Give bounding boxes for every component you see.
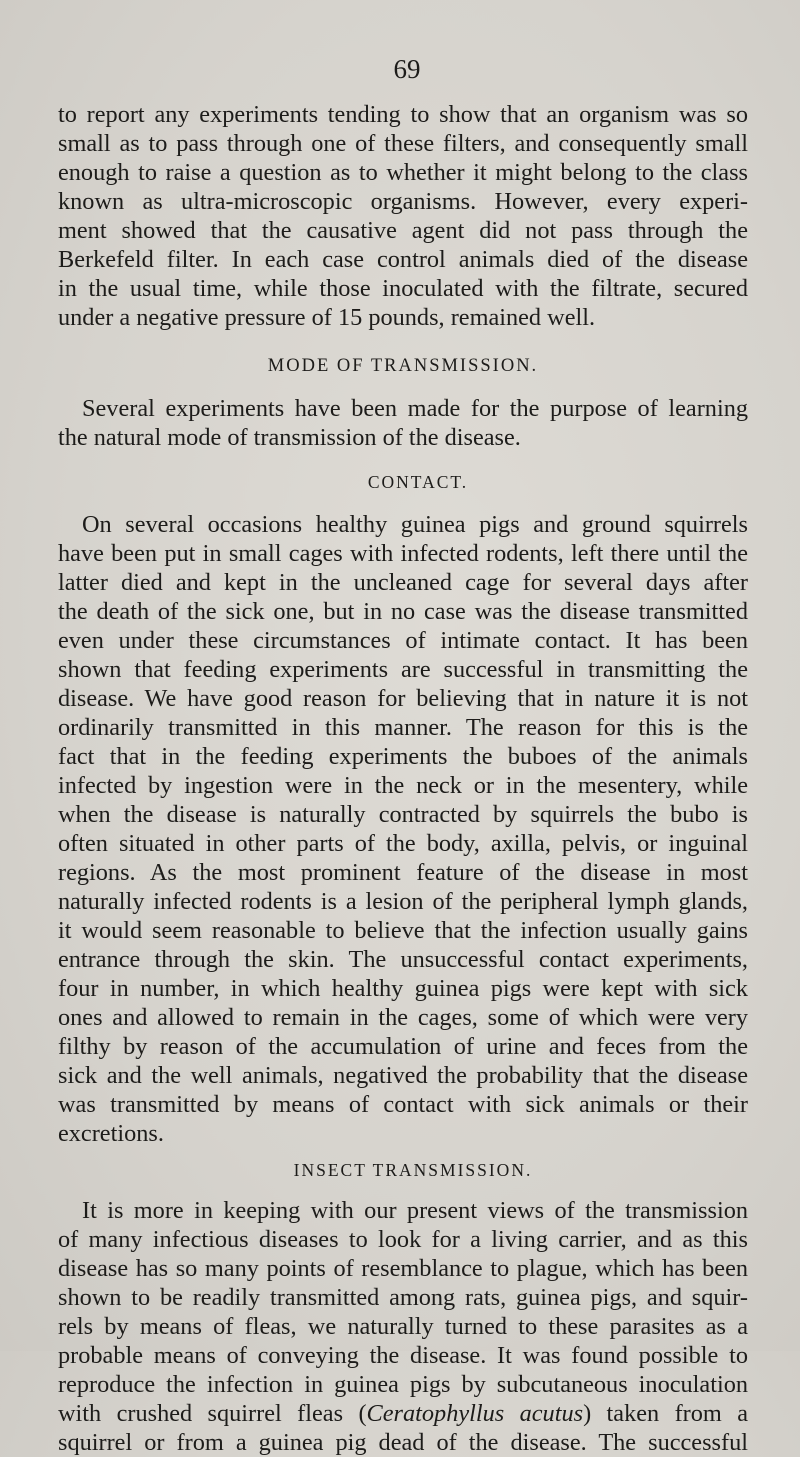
text-line: Several experiments have been made for the purpose of learning (82, 395, 748, 422)
paragraph-filter-experiments (58, 100, 748, 332)
text-line: entrance through the skin. The unsuccessful contact experiments, (58, 946, 748, 973)
species-name: Ceratophyllus acutus (366, 1400, 584, 1427)
text-line: to report any experiments tending to show that an organism was so (58, 101, 748, 128)
document-page (58, 52, 748, 1457)
text-line: infected by ingestion were in the neck or in the mesentery, while (58, 772, 748, 799)
text-line: filthy by reason of the accumulation of urine and feces from the (58, 1033, 748, 1060)
text-line: under a negative pressure of 15 pounds, remained well. (58, 304, 596, 331)
text-line: known as ultra-microscopic organisms. However, every experi- (58, 188, 748, 215)
text-line: On several occasions healthy guinea pigs and ground squirrels (82, 511, 748, 538)
paragraph-mode-intro (58, 394, 748, 452)
text-line: disease. We have good reason for believing that in nature it is not (58, 685, 748, 712)
text-line: excretions. (58, 1120, 164, 1147)
text-line: ones and allowed to remain in the cages, some of which were very (58, 1004, 748, 1031)
text-line: ordinarily transmitted in this manner. The reason for this is the (58, 714, 748, 741)
text-line: in the usual time, while those inoculated with the filtrate, secured (58, 275, 748, 302)
subsection-heading-contact: CONTACT. (367, 472, 469, 492)
text-line: rels by means of fleas, we naturally turned to these parasites as a (58, 1313, 748, 1340)
text-line: fact that in the feeding experiments the buboes of the animals (58, 743, 748, 770)
text-line: probable means of conveying the disease. It was found possible to (58, 1342, 748, 1369)
text-line: enough to raise a question as to whether it might belong to the class (58, 159, 748, 186)
text-line: was transmitted by means of contact with sick animals or their (58, 1091, 748, 1118)
paragraph-contact (58, 510, 748, 1148)
text-line: the natural mode of transmission of the disease. (58, 424, 521, 451)
text-line: it would seem reasonable to believe that the infection usually gains (58, 917, 748, 944)
text-line: even under these circumstances of intimate contact. It has been (58, 627, 748, 654)
text-line: Berkefeld filter. In each case control animals died of the disease (58, 246, 748, 273)
section-heading-mode-of-transmission: MODE OF TRANSMISSION. (267, 356, 539, 376)
text-line: disease has so many points of resemblance to plague, which has been (58, 1255, 748, 1282)
text-line: reproduce the infection in guinea pigs by subcutaneous inoculation (58, 1371, 748, 1398)
text-line: with crushed squirrel fleas (Ceratophyllus acutus) taken from a (58, 1400, 748, 1427)
text-line: regions. As the most prominent feature of the disease in most (58, 859, 748, 886)
text-line: shown to be readily transmitted among rats, guinea pigs, and squir- (58, 1284, 748, 1311)
text-line: four in number, in which healthy guinea pigs were kept with sick (58, 975, 748, 1002)
paragraph-insect-transmission (58, 1196, 748, 1457)
text-line: It is more in keeping with our present views of the transmission (82, 1197, 748, 1224)
text-line: squirrel or from a guinea pig dead of the disease. The successful (58, 1429, 748, 1456)
text-line: often situated in other parts of the body, axilla, pelvis, or inguinal (58, 830, 748, 857)
text-line: shown that feeding experiments are successful in transmitting the (58, 656, 748, 683)
subsection-heading-insect-transmission: INSECT TRANSMISSION. (293, 1160, 533, 1180)
text-line: ment showed that the causative agent did not pass through the (58, 217, 748, 244)
text-line: of many infectious diseases to look for a living carrier, and as this (58, 1226, 748, 1253)
text-line: small as to pass through one of these filters, and consequently small (58, 130, 748, 157)
text-line: latter died and kept in the uncleaned cage for several days after (58, 569, 748, 596)
page-number: 69 (393, 54, 421, 84)
text-line: naturally infected rodents is a lesion of the peripheral lymph glands, (58, 888, 748, 915)
text-line: when the disease is naturally contracted by squirrels the bubo is (58, 801, 748, 828)
text-line: the death of the sick one, but in no case was the disease transmitted (58, 598, 748, 625)
text-line: have been put in small cages with infected rodents, left there until the (58, 540, 748, 567)
text-line: sick and the well animals, negatived the probability that the disease (58, 1062, 748, 1089)
